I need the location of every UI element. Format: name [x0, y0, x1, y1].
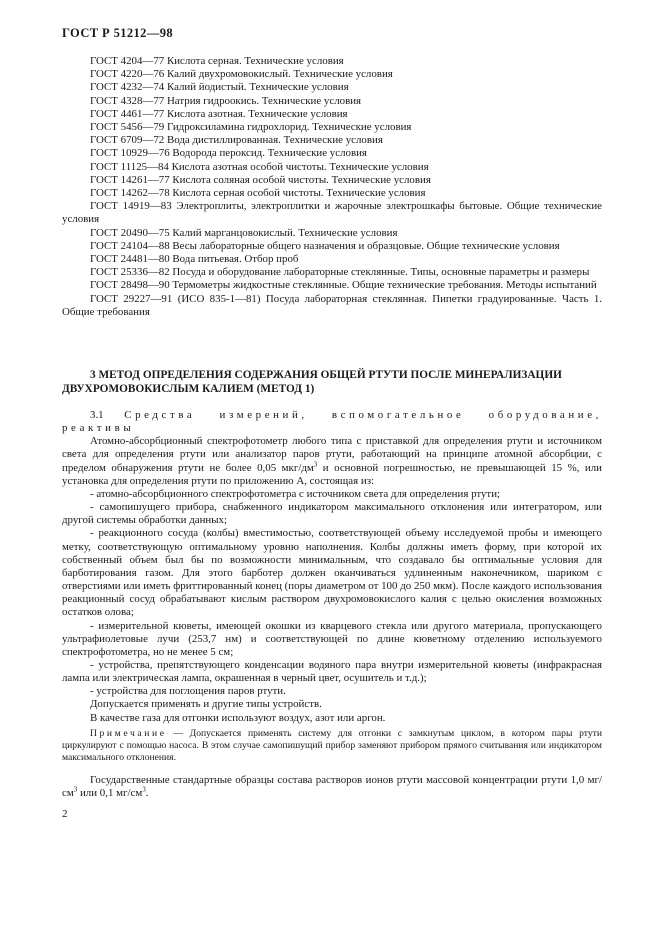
reference-item: ГОСТ 20490—75 Калий марганцовокислый. Технические условия — [90, 226, 398, 239]
subsection-heading — [62, 409, 602, 435]
reference-item: ГОСТ 11125—84 Кислота азотная особой чистоты. Технические условия — [90, 160, 429, 173]
reference-item: ГОСТ 4204—77 Кислота серная. Технические условия — [90, 55, 344, 67]
reference-item: ГОСТ 14262—78 Кислота серная особой чистоты. Технические условия — [90, 187, 426, 200]
section-body — [62, 409, 602, 725]
reference-item: ГОСТ 14261—77 Кислота соляная особой чистоты. Технические условия — [90, 173, 431, 186]
reference-item: ГОСТ 4220—76 Калий двухромовокислый. Технические условия — [90, 68, 393, 81]
superscript: 3 — [73, 785, 78, 794]
list-item: - самопишущего прибора, снабженного индикатором максимального отклонения или интегратором, или другой системы обработки данных; — [62, 501, 602, 527]
superscript: 3 — [142, 785, 146, 794]
intro-text: Атомно-абсорбционный спектрофотометр любого типа с приставкой для определения ртути и источником света для определения ртути или анализатор паров ртути, работающий на принципе атомной абсорбции, с пределом обнаружения ртути не более 0,05 мкг/дм — [62, 435, 602, 474]
list-item: - измерительной кюветы, имеющей окошки из кварцевого стекла или другого материала, пропускающего ультрафиолетовые лучи (253,7 нм) и соответствующей по длине кюветному отделению используемого спектрофотометра, но не менее 5 см; — [62, 619, 602, 658]
reference-item: ГОСТ 25336—82 Посуда и оборудование лабораторные стеклянные. Типы, основные параметры и размеры — [90, 266, 590, 279]
subsection-number: 3.1 — [90, 409, 104, 421]
reference-item: ГОСТ 24104—88 Весы лабораторные общего назначения и образцовые. Общие технические условия — [90, 239, 560, 252]
note-paragraph — [62, 728, 602, 764]
reference-samples-paragraph — [62, 774, 602, 800]
reference-item: ГОСТ 6709—72 Вода дистиллированная. Технические условия — [90, 134, 383, 147]
gas-paragraph: В качестве газа для отгонки используют воздух, азот или аргон. — [90, 711, 386, 724]
list-item: - устройства для поглощения паров ртути. — [90, 685, 286, 698]
references-list — [62, 55, 602, 319]
intro-paragraph — [62, 435, 602, 488]
final-text-end: . — [145, 787, 149, 800]
list-item: - устройства, препятствующего конденсации водяного пара внутри измерительной кюветы (инфракрасная лампа или электрическая лампа, окрашенная в черный цвет, осушитель и т.д.); — [62, 658, 602, 685]
reference-item: ГОСТ 10929—76 Водорода пероксид. Технические условия — [90, 147, 367, 160]
note-text: — Допускается применять систему для отгонки с замкнутым циклом, в котором пары ртути циркулируют с помощью насоса. В этом случае самопишущий прибор заменяют прибором прямого считывания или индикатором максимального отклонения. — [62, 728, 602, 763]
subsection-title: Средства измерений, вспомогательное оборудование, реактивы — [62, 409, 602, 435]
intro-text-continued: и основной погрешностью, не превышающей 15 %, или установка для определения ртути по приложению А, состоящая из: — [62, 461, 602, 487]
section-title: 3 МЕТОД ОПРЕДЕЛЕНИЯ СОДЕРЖАНИЯ ОБЩЕЙ РТУТИ ПОСЛЕ МИНЕРАЛИЗАЦИИ ДВУХРОМОВОКИСЛЫМ КАЛИЕМ (МЕТОД 1) — [62, 369, 562, 395]
final-text-continued: или 0,1 мг/см — [77, 787, 143, 800]
reference-item: ГОСТ 4328—77 Натрия гидроокись. Технические условия — [90, 94, 362, 107]
final-text: Государственные стандартные образцы состава растворов ионов ртути массовой концентрации ртути 1,0 мг/см — [62, 774, 602, 800]
reference-item: ГОСТ 28498—90 Термометры жидкостные стеклянные. Общие технические требования. Методы испытаний — [90, 279, 597, 292]
page-number: 2 — [62, 808, 68, 820]
reference-item: ГОСТ 5456—79 Гидроксиламина гидрохлорид. Технические условия — [90, 121, 412, 134]
reference-item: ГОСТ 24481—80 Вода питьевая. Отбор проб — [90, 253, 299, 266]
reference-item: ГОСТ 14919—83 Электроплиты, электроплитки и жарочные электрошкафы бытовые. Общие технические условия — [62, 200, 602, 226]
superscript: 3 — [313, 460, 318, 468]
note-label: Примечание — [90, 728, 167, 739]
reference-item: ГОСТ 4461—77 Кислота азотная. Технические условия — [90, 107, 348, 120]
allowed-paragraph: Допускается применять и другие типы устройств. — [90, 698, 322, 711]
page-header: ГОСТ Р 51212—98 — [62, 26, 174, 40]
list-item: - реакционного сосуда (колбы) вместимостью, соответствующей объему исследуемой пробы и имеющего метку, соответствующую оптимальному уровню наполнения. Колбы должны иметь форму, при которой их собственный объем был бы по возможности минимальным, что создавало бы оптимальные условия для барботирования газом. Для этого барботер должен оканчиваться удлиненным наконечником, шариком с отверстиями или иметь фриттированный конец (поры диаметром от 100 до 250 мкм). После каждого использования реакционный сосуд обрабатывают кислым раствором двухромовокислого калия с целью окисления возможных остатков олова; — [62, 527, 602, 619]
reference-item: ГОСТ 4232—74 Калий йодистый. Технические условия — [90, 81, 349, 94]
list-item: - атомно-абсорбционного спектрофотометра с источником света для определения ртути; — [90, 487, 501, 500]
reference-item: ГОСТ 29227—91 (ИСО 835-1—81) Посуда лабораторная стеклянная. Пипетки градуированные. Часть 1. Общие требования — [62, 292, 602, 318]
